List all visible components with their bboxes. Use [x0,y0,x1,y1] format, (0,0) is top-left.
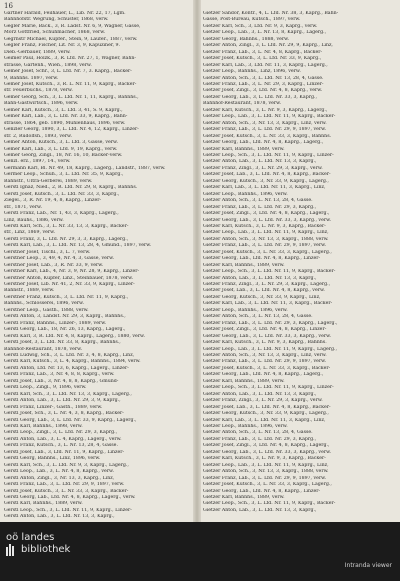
directory-entry-line: Gerstl Karl, Sch., 3, L. Lfd. Nr. 13, 3, Kaprg., Lagerg., [4,391,132,397]
directory-entry-line: Gietzer Georg, Bahnhs., 1888, verw. [203,36,290,42]
directory-entry-line: Gerstl Karl, Sch., 3, L. Lfd. Nr. 9, 3, Kaprg., Lagerg., [4,462,129,468]
directory-entry-line: Gerstl Leop., Zingl., 9, 1896, verw. [4,385,87,391]
directory-entry-line: Germann Karl, Bl. Nr. 49, 18, Kaprg., Lagerg., Landstr., 1887, verw. [4,165,166,171]
directory-entry-line: str. Feuerbuchs., 1878, verw. [4,88,73,94]
directory-entry-line: strasse, Gartenh., Wien., 1898, verw. [4,62,92,68]
directory-entry-line: Gietzer Anton, Lab., 3, L. Lfd. Nr. 13, 3, Kaprg., [203,159,317,165]
directory-entry-line: Gietzer Leop., Bahnhs., 1896, verw. [203,191,288,197]
right-column [203,11,389,514]
directory-entry-line: Bahnhof-Restaurant, 1878, verw. [4,346,83,352]
logo-line-2: bibliothek [21,544,71,555]
directory-entry-line: Gemer Josef, Schr., 3, L. Lfd. Nr. 7, 3. Kaprg., Bäcker- [4,69,132,75]
directory-entry-line: Gietzer Karl, Lab., 3, L. Lfd. Nr. 11, 3, Kaprg., Linz, [203,185,326,191]
directory-entry-line: Gietzer Josef, Zingl., 3, Lfd. Nr. 4, 8, Kaprg., Lagerg., [203,443,330,449]
directory-entry-line: Gegrnstr Michael, Kupfer., Stein, 9, Laufer., 1887, verw. [4,36,138,42]
directory-entry-line: Gietzer Franz, Lab., 3, L. Lfd. Nr. 29, 3, Kaprg., [203,204,317,210]
directory-entry-line: Gietzer Karl, Kutsch., 3, L. Nr. 9, 3, Kaprg., Bäcker- [203,456,326,462]
directory-entry-line: Gerstl Anton, Lab., 3, L. 4, Kaprg., Lagerg., verw. [4,436,122,442]
directory-entry-line: Gietzer Franz, Lab., 3, L. Lfd. Nr. 29, 9, 1897, verw. [203,359,327,365]
directory-entry-line: Gietzer Georg, Kutsch., 3, Nr. 33, 9, Kaprg., Lagerg., [203,411,329,417]
directory-entry-line: Gietzer Karl, Bahnhs., 1889, verw. [203,146,285,152]
left-column [4,11,190,521]
directory-entry-line: Gerstl Franz, Bahnhs., Linzer-, 1889, verw. [4,320,107,326]
directory-entry-line: Bahnhofstr. Wegrung, Schuster, 1868, verw. [4,17,109,23]
directory-entry-line: Linz, Bauhs., 1886, verw. [4,217,64,223]
directory-entry-line: Gerstl Georg, Lab., Lfd. Nr. 4, 8, Kaprg., Lagerg., verw. [4,494,136,500]
directory-entry-line: Gerstl Leop., Zingl., 3, L. Lfd. Nr. 29, 3, Kaprg., [4,430,118,436]
directory-entry-line: Gerstl Franz, Lab., Nr. 1, 43, 3, Kaprg., Lagerg., [4,211,119,217]
directory-entry-line: Gerstl Karl, Sch., 3, L. Nr. 33, 13, 3, Kaprg., Bäcker- [4,223,129,229]
directory-entry-line: Gerstl Franz, Kutsch., 3, L. Nr. 13, 28, 4, Gasse. [4,443,118,449]
directory-entry-line: Gietzer Anton, Sch., 3, L. Nr. 13, 28, 4, Gasse. [203,314,313,320]
viewer-label: Intranda viewer [344,562,392,569]
directory-entry-line: Gietzer Josef, Kutsch., 3, L. Nr. 33, 3, Kaprg., Bahnhs. [203,133,332,139]
logo-line-1: oö landes [6,532,55,543]
directory-entry-line: Gemer Karl, Lab., 3, L. Lfd. 9, 19, Kaprg., verw. [4,146,118,152]
directory-entry-line: Gerstl Ignaz, Nied., 2, R. Lfd. Nr. 29, 8, Kaprg., Bahnhs. [4,185,138,191]
directory-entry-line: Gietzer Leop., Lab., 3, L. Lfd. Nr. 11, 9, Kaprg., Linz, [203,462,329,468]
directory-entry-line: Gerstl Josef, Kutsch., 3, L. Lfd. Nr. 33, 3, Kaprg., [4,191,120,197]
directory-entry-line: Gerstl Karl, 3, R. Lfd. Nr. 4, 8, Kaprg., Lagerg., 1880, verw. [4,333,146,339]
directory-entry-line: Gerstl Georg, Lab., 3, L. Lfd. Nr. 33, 9, Kaprg., Lagerg., [4,417,137,423]
directory-entry-line: Gietzer Franz, Zingl., 3, L. Nr. 29, 3, Kaprg., Lagerg., [203,282,331,288]
directory-entry-line: Gietzer Franz, Lab., 3, L. Lfd. Nr. 29, 3, Kaprg., [203,436,317,442]
directory-entry-line: Gerstl Karl, Kutsch., 3, L. 4, Kaprg., Bahnhs., 1884, verw. [4,359,141,365]
directory-entry-line: Genzler Georg, 1890, 3, L. Lfd. Nr. 4, 12, Kaprg., Linzer- [4,127,139,133]
directory-entry-line: Gietzer Franz, Zingl., 3, L. Nr. 29, 3, Kaprg., verw. [203,165,323,171]
directory-entry-line: Gietzer Georg, Lab., 3, L. Lfd. Nr. 33, 3, Kaprg., verw. [203,217,332,223]
directory-entry-line: Gietzer Georg, Kutsch., 3, Nr. 33, 9, Kaprg., Linz, [203,294,321,300]
directory-entry-line: Gietzer Franz, Lab., 3, L. Lfd. Nr. 29, 9, 1897, verw. [203,475,327,481]
directory-entry-line: Gietzer Anton, Lab., 3, L. Lfd. Nr. 13, 3, Kaprg., [203,275,317,281]
directory-entry-line: Gegler Franz, Fischer, Lit. Nr. 3, 9, Kapuziner, 9. [4,43,121,49]
directory-entry-line: Gietzer Sándor, Kontr., 4, L. Lfd. Nr. 38, 3, Kaprg., Bahn- [203,11,339,16]
directory-entry-line: str. 2, Rudolfsh., 1893, verw. [4,133,72,139]
directory-entry-line: Gerstl Karl, Lab., 3, L. Lfd. Nr. 13, 28, 4, Gmünd., 1897, verw. [4,243,152,249]
directory-entry-line: Gemer Josef, Kutsch., 3, R. L. Nr. 11, 9, Kaprg., Bäcker- [4,81,137,87]
directory-entry-line: Gietzer Leop., Sch., 3, L. Lfd. Nr. 11, 9, Kaprg., Linzer- [203,385,334,391]
directory-entry-line: Bahnhs., Schlosserei, 1896, verw. [4,301,84,307]
directory-entry-line: Gietzer Anton, Sch., 3, Nr. 13, 3, Kaprg., Linz, verw. [203,120,327,126]
logo-bars-icon [6,544,18,556]
directory-entry-line: Gietzer Leop., Lab., 3, L. Nr. 13, 8, Kaprg., Lagerg., [203,30,327,36]
directory-entry-line: Gerstner Franz, Kutsch., 3, L. Lfd. Nr. 11, 9, Kaprg., [4,294,129,300]
directory-entry-line: Gietzer Franz, Lab., 3, L. Lfd. Nr. 29, 3, Kaprg., Lagerg., [203,320,338,326]
directory-entry-line: Gietzer Georg, Lab., 3, L. Lfd. Nr. 33, 3, Kaprg., verw. [203,449,332,455]
directory-entry-line: Gietzer Anton, Lab., 3, L. Lfd. Nr. 13, 3, Kaprg., [203,507,317,513]
directory-entry-line: Gietzer Karl, Sch., 3, Lfd. Nr. 9, 3, Kaprg., verw. [203,23,318,29]
directory-entry-line: Gietzer Franz, Zingl., 3, L. Nr. 29, 3, Kaprg., verw. [203,398,323,404]
directory-entry-line: Gerstner Leop., 3, 49, 4, Nr. 4, 3, Gasse, verw. [4,256,115,262]
directory-entry-line: Gietzer Georg, Lab., Lfd. Nr. 4, 8, Kaprg., Linzer- [203,488,321,494]
directory-entry-line: Gietzer Leop., Lab., 3, L. Lfd. Nr. 11, 9, Kaprg., Linz, [203,230,329,236]
directory-entry-line: str., 1871, verw. [4,204,43,210]
directory-entry-line: Gemer Georg, Zingl., 18, Nr. 16, 10, Bäcker-verw. [4,152,123,158]
directory-entry-line: Gietzer Georg, Lab., 3, L. Lfd. Nr. 33, 3, Kaprg., verw. [203,333,332,339]
directory-entry-line: Gärtner Harald, Feilhauer, L., Lib. Nr. 22, 17, Lgm. [4,11,126,16]
directory-entry-line: Gietzer Karl, Bahnhs., 1889, verw. [203,378,285,384]
directory-entry-line: Gietzer Leop., Bahnhs., 1896, verw. [203,307,288,313]
directory-entry-line: Gerstl Josef, Lab., 3, Nr. 4, 8, 8, Kaprg., Gmünd- [4,378,119,384]
directory-entry-line: Gerstl Franz, Lab., 3, Nr. 4, 8, 8, Kaprg., verw. [4,372,115,378]
directory-entry-line: Bahn-Gastwirtsch., 1896, verw. [4,101,79,107]
directory-entry-line: Gietzer Leop., Sch., 3, L. Lfd. Nr. 11, 9, Kaprg., Linzer- [203,152,334,158]
directory-entry-line: Gasse, Post-Bureau, Kutsch., 1897, verw. [203,17,301,23]
directory-entry-line: Gerstl Josef, Sch., 3, L. Nr. 4, 3, 8, Kaprg., Bäcker- [4,411,124,417]
directory-entry-line: Gietzer Georg, Lab., Lfd. Nr. 4, 8, Kaprg., Lagerg., [203,140,324,146]
directory-entry-line: Gietzer Josef, Kutsch., 3, L. Nr. 33, 3, Kaprg., Bäcker- [203,365,331,371]
directory-entry-line: Gietzer Karl, Kutsch., 3, L. Nr. 9, 3, Kaprg., Bäcker- [203,223,326,229]
directory-entry-line: Gietzer Anton, Sch., 3, L. Lfd. Nr. 13, 28, 4, Gasse. [203,75,324,81]
directory-entry-line: Gerstl Anton, Zingl., 3, Nr. 13, 3, Kaprg., Linz, [4,475,115,481]
directory-entry-line: Gietzer Karl, Kutsch., 3, L. Nr. 9, 3, Kaprg., Bahnhs. [203,340,327,346]
directory-entry-line: Gerstl Leop., Sch., 3, L. Lfd. Nr. 11, 9, Kaprg., Linzer- [4,507,132,513]
directory-entry-line: Gietzer Franz, Lab., 3, L. Nr. 29, 3, Kaprg., Linzer- [203,81,324,87]
directory-entry-line: Bahnstr., 1889, verw. [4,288,55,294]
directory-entry-line: Bahnhof-Restaurant, 1878, verw. [203,101,282,107]
directory-entry-line: Gietzer Anton, Sch., 3, L. Nr. 13, 28, 4, Gasse. [203,198,313,204]
directory-entry-line: Gerstner Anton, Kupfer, Linz., Steinbauer, 1878, verw. [4,275,134,281]
directory-entry-line: Gerstner Leop., Gasth., 1888, verw. [4,307,89,313]
directory-entry-line: Gietzer Leop., Bahnhs., Linz, 1896, verw. [203,69,301,75]
directory-entry-line: Gietzer Karl, Bahnhs., 1889, verw. [203,494,285,500]
directory-entry-line: Gietzer Anton, Zingl., 3, L. Lfd. Nr. 29, 9, Kaprg., Linz, [203,43,333,49]
directory-entry-line: Gemer Karl, Kutsch., 3, L. Lfd. 3, 41, S. 9, Kaprg., [4,107,123,113]
directory-entry-line: Gerstl Leop., Lab., 3, L. Nr. 4, 8, Kaprg., verw. [4,469,115,475]
directory-entry-line: Gerstner Karl, Lab., 4, Nr. 3, 9, Nr. 28, 9, Kaprg., Linzer- [4,269,140,275]
directory-entry-line: Gietzer Georg, Lab., Lfd. Nr. 4, 8, Kaprg., Lagerg., [203,372,324,378]
directory-entry-line: Dieb.-Gerbauer, 1889, verw. [4,49,71,55]
directory-entry-line: Genzl. erz., 1897, 14., verw. [4,159,71,165]
directory-entry-line: Gietzer Franz, Lab., 3, L. Lfd. Nr. 29, 9, 1897, verw. [203,243,327,249]
directory-entry-line: Gietzer Leop., Sch., 3, L. Lfd. Nr. 11, 9, Kaprg., Bäcker- [203,501,336,507]
directory-entry-line: Gerstl Josef, Kutsch., 3, L. Nr. 33, 3, Kaprg., Bäcker- [4,488,129,494]
directory-entry-line: Gemer Karl, Lab., 3, L. Lfd. Nr. 33, 9, Kaprg., Bahn- [4,114,128,120]
directory-entry-line: Gietzer Georg, Lab., Lfd. Nr. 4, 8, Kaprg., Linzer- [203,256,321,262]
directory-entry-line: Gerstl Karl, Bahnhs., 1889, verw. [4,501,83,507]
directory-entry-line: Gietzer Anton, Sch., 3, Nr. 13, 3, Kaprg., Linz, verw. [203,353,327,359]
directory-entry-line: Gerstl Josef, 3, L. Lfd. Nr. 33, 8, Kaprg., Bahnhs., [4,340,121,346]
directory-entry-line: Gietzer Josef, Lab., 3, L. Lfd. Nr. 4, 8, Kaprg., Bäcker- [203,404,331,410]
directory-entry-line: Gerstl Georg, Lab., 18, Nr. 26, 13, Kaprg., Lagerg., [4,327,126,333]
directory-entry-line: Gietzer Leop., Sch., 3, L. Lfd. Nr. 11, 9, Kaprg., Bäcker- [203,269,336,275]
directory-entry-line: Gietzer Karl, Lab., 3, L. Lfd. Nr. 11, 3, Kaprg., Bäcker- [203,301,333,307]
directory-entry-line: Gerstl Franz, Lab., 3, L. Lfd. Nr. 29, 9, 1897, verw. [4,482,125,488]
directory-entry-line: Gietzer Karl, Bahnhs., 1889, verw. [203,262,285,268]
directory-entry-line: Gerstl Ludwig, Sch., 3, L. Lfd. Nr. 3, 4, 8, Kaprg., Linz, [4,353,135,359]
directory-entry-line: Gerstl Anton, Lab., 3, L. Lfd. Nr. 29, 3, 9, Kaprg., [4,398,121,404]
directory-entry-line: Gerstl Georg, Bahnhs., Linz, 1896, verw. [4,456,101,462]
footer-bar [0,522,400,581]
directory-entry-line: Gietzer Georg, Kutsch., 3, Nr. 33, 9, Kaprg., Lagerg., [203,178,329,184]
directory-entry-line: Gietzer Josef, Kutsch., 3, L. Nr. 33, 3, Kaprg., Lagerg., [203,482,332,488]
directory-entry-line: Gemer Georg, Sch., 3, L. Lfd. Nr. 1, 11, Kaprg., Bahnhs., [4,94,139,100]
directory-entry-line: Gerstl Josef, Lab., 3, Lfd. Nr. 11, 9, Kaprg., Linzer- [4,449,125,455]
directory-entry-line: Germer Leop., Schuh., 3, L. Lfd. Nr. 35, 9, Kaprg., [4,172,124,178]
directory-entry-line: Gietzer Josef, Zingl., 3, Lfd. Nr. 4, 8, Kaprg., Lagerg., [203,211,330,217]
directory-entry-line: Gietzer Georg, Lab., 3, L. Lfd. Nr. 33, 3, Kaprg., [203,94,317,100]
library-logo[interactable] [6,532,70,556]
directory-entry-line: Gietzer Josef, Lab., 3, L. Lfd. Nr. 4, 8, Kaprg., verw. [203,288,325,294]
directory-entry-line: Gietzer Josef, Kutsch., 3, L. Lfd. Nr. 33, 9, Kaprg., [203,56,322,62]
directory-entry-line: 9, Bahnhs. 1897, verw. [4,75,59,81]
directory-entry-line: Gietzer Anton, Lab., 3, L. Lfd. Nr. 13, 3, Kaprg., [203,391,317,397]
directory-entry-line: Gegler Marie, Bäck., 3, R. Ladst. Nr. 6, 9, Wagner, Gasse, [4,23,141,29]
directory-entry-line: Gietzer Karl, Lab., 3, L. Lfd. Nr. 11, 3, Kaprg., Linz, [203,417,326,423]
directory-entry-line: Gietzer Franz, Lab., 3, L. Lfd. Nr. 29, 9, 1897, verw. [203,127,327,133]
directory-entry-line: Gietzer Josef, Zingl., 3, Lfd. Nr. 4, 8, Kaprg., Linzer- [203,327,327,333]
directory-entry-line: Bahnstr., Ultra-Gerberei, 1889, verw. [4,178,93,184]
page-gutter [193,0,201,522]
directory-entry-line: Gerstl Anton, Lab., 3, L. Lfd. Nr. 13, 3, Kaprg., [4,514,115,520]
directory-entry-line: Gerstl Anton, Lfd. Nr. 13, 6, Kaprg., Lagerg., Linzer- [4,365,129,371]
directory-entry-line: Gietzer Karl, Lab., 3, Lfd. Nr. 11, 3, Kaprg., Lagerg., [203,62,328,68]
directory-entry-line: Gietzer Anton, Sch., 3, L. Nr. 13, 28, 4, Gasse. [203,430,313,436]
directory-entry-line: Gerstl Anton, 3, Landst. Nr. 29, 3, Kaprg., Bahnhs., [4,314,126,320]
directory-entry-line: Gemer Anton, Kutsch., 3, L. Lfd. 3, Gasse, verw. [4,140,118,146]
page-number: 16 [4,2,13,10]
directory-entry-line: Gerstner Josef, Tischl., 3, L. 7, verw. [4,249,91,255]
directory-entry-line: Gietzer Karl, Kutsch., 3, L. Nr. 9, 3, Kaprg., Lagerg., [203,107,328,113]
directory-entry-line: Gietzer Josef, Zingl., 3, Lfd. Nr. 4, 8, Kaprg., verw. [203,88,323,94]
directory-entry-line: str., Linz, 1869, verw. [4,230,56,236]
directory-entry-line: Geimer Paul, Holzk., 3, R. Lfd. Nr. 27, 1, Wagner, Bahn- [4,56,136,62]
directory-entry-line: Gerstl Franz, Linzer-, Gasth., 1889, verw. [4,404,103,410]
directory-entry-line: Gerstner Josef, Lab., 3, R. Nr. 33, 9, verw. [4,262,104,268]
directory-entry-line: Gerstner Josef, Lib. Nr. 41, 2, Nr. 33, 9, Kaprg., Linzer- [4,282,135,288]
directory-entry-line: Gietzer Leop., Bahnhs., 1896, verw. [203,424,288,429]
directory-entry-line: Gietzer Leop., Lab., 3, L. Lfd. Nr. 11, 9, Kaprg., Lagerg., [203,346,337,352]
directory-entry-line: Ziegel., 3, R. Nr. 19, 4, 8, Kaprg., Linzer- [4,198,102,204]
directory-entry-line: Gietzer Josef, Kutsch., 3, L. Nr. 33, 3, Kaprg., Lagerg., [203,249,332,255]
directory-entry-line: Gerstl Franz, 3, L. Lfd. Nr. 29, 3, 3, Kaprg., Lagerg., [4,236,129,242]
directory-entry-line: strasse, 1864, geb. 1890, Mühlenhaus, 1896, verw. [4,120,126,126]
directory-entry-line: Gietzer Leop., Lab., 3, L. Lfd. Nr. 11, 9, Kaprg., Bäcker- [203,114,336,120]
directory-entry-line: Gietzer Franz, Lab., 3, L. Nr. 4, 8, Kaprg., Bäcker- [203,49,323,55]
directory-entry-line: Gerstl Karl, Bahnhs., 1898, verw. [4,424,83,429]
directory-entry-line: Mörz Gottfried, Schuhmacher, 1868, verw. [4,30,106,36]
directory-entry-line: Gietzer Josef, Lab., 3, L. Lfd. Nr. 4, 8, Kaprg., Bäcker- [203,172,331,178]
directory-entry-line: Gietzer Anton, Sch., 3, Nr. 13, 3, Kaprg., 1888, verw. [203,469,329,475]
directory-entry-line: Gietzer Anton, Sch., 3, Nr. 13, 3, Kaprg., 1888, verw. [203,236,329,242]
